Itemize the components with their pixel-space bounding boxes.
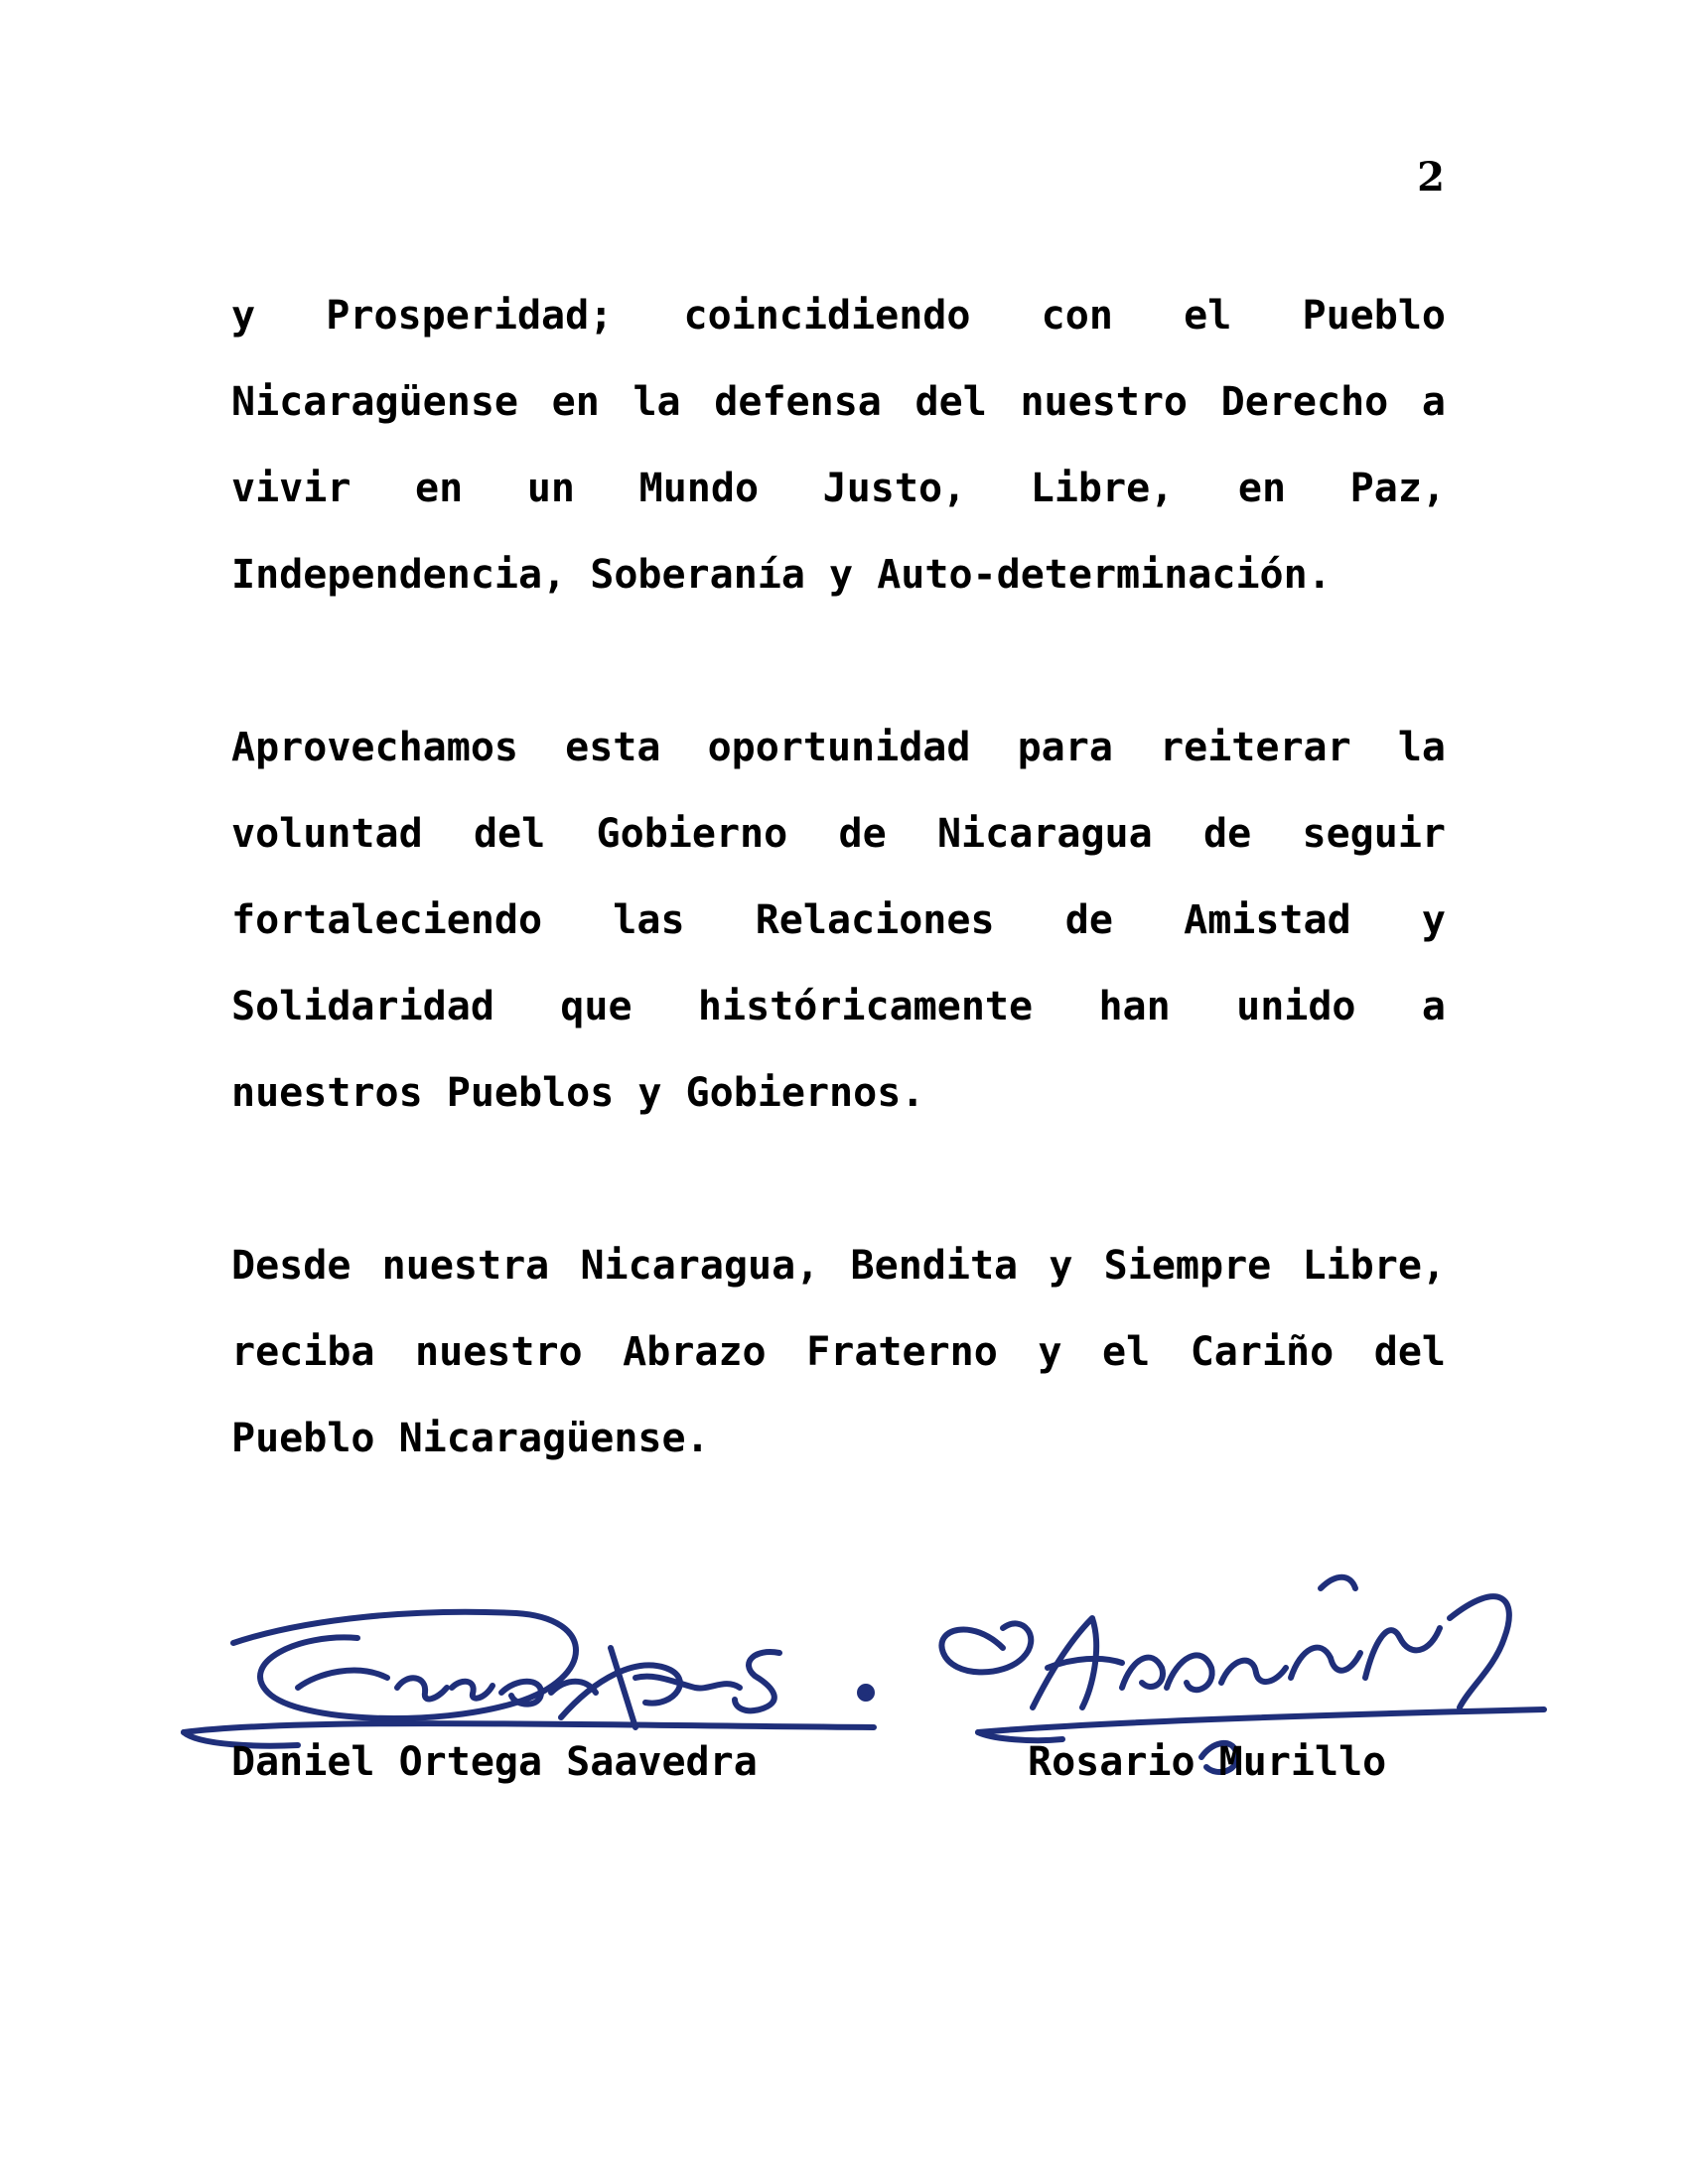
paragraph-reiteration: Aprovechamos esta oportunidad para reiterar la voluntad del Gobierno de Nicaragua de seguir fortaleciendo las Relaciones de Amistad y Solidaridad que históricamente han unido a nuestros Pueblos y Gobiernos. [231, 725, 1446, 1116]
paragraph-closing-values: y Prosperidad; coincidiendo con el Pueblo Nicaragüense en la defensa del nuestro Derecho a vivir en un Mundo Justo, Libre, en Paz, Independencia, Soberanía y Auto-determinación. [231, 293, 1446, 598]
signer-name-daniel-ortega: Daniel Ortega Saavedra [231, 1739, 758, 1785]
signer-name-rosario-murillo: Rosario Murillo [1028, 1739, 1387, 1785]
signature-daniel-ortega [184, 1612, 874, 1746]
letter-body [231, 273, 1446, 1482]
page-number: 2 [1417, 154, 1445, 201]
paragraph-farewell: Desde nuestra Nicaragua, Bendita y Siempre Libre, reciba nuestro Abrazo Fraterno y el Cariño del Pueblo Nicaragüense. [231, 1243, 1446, 1461]
